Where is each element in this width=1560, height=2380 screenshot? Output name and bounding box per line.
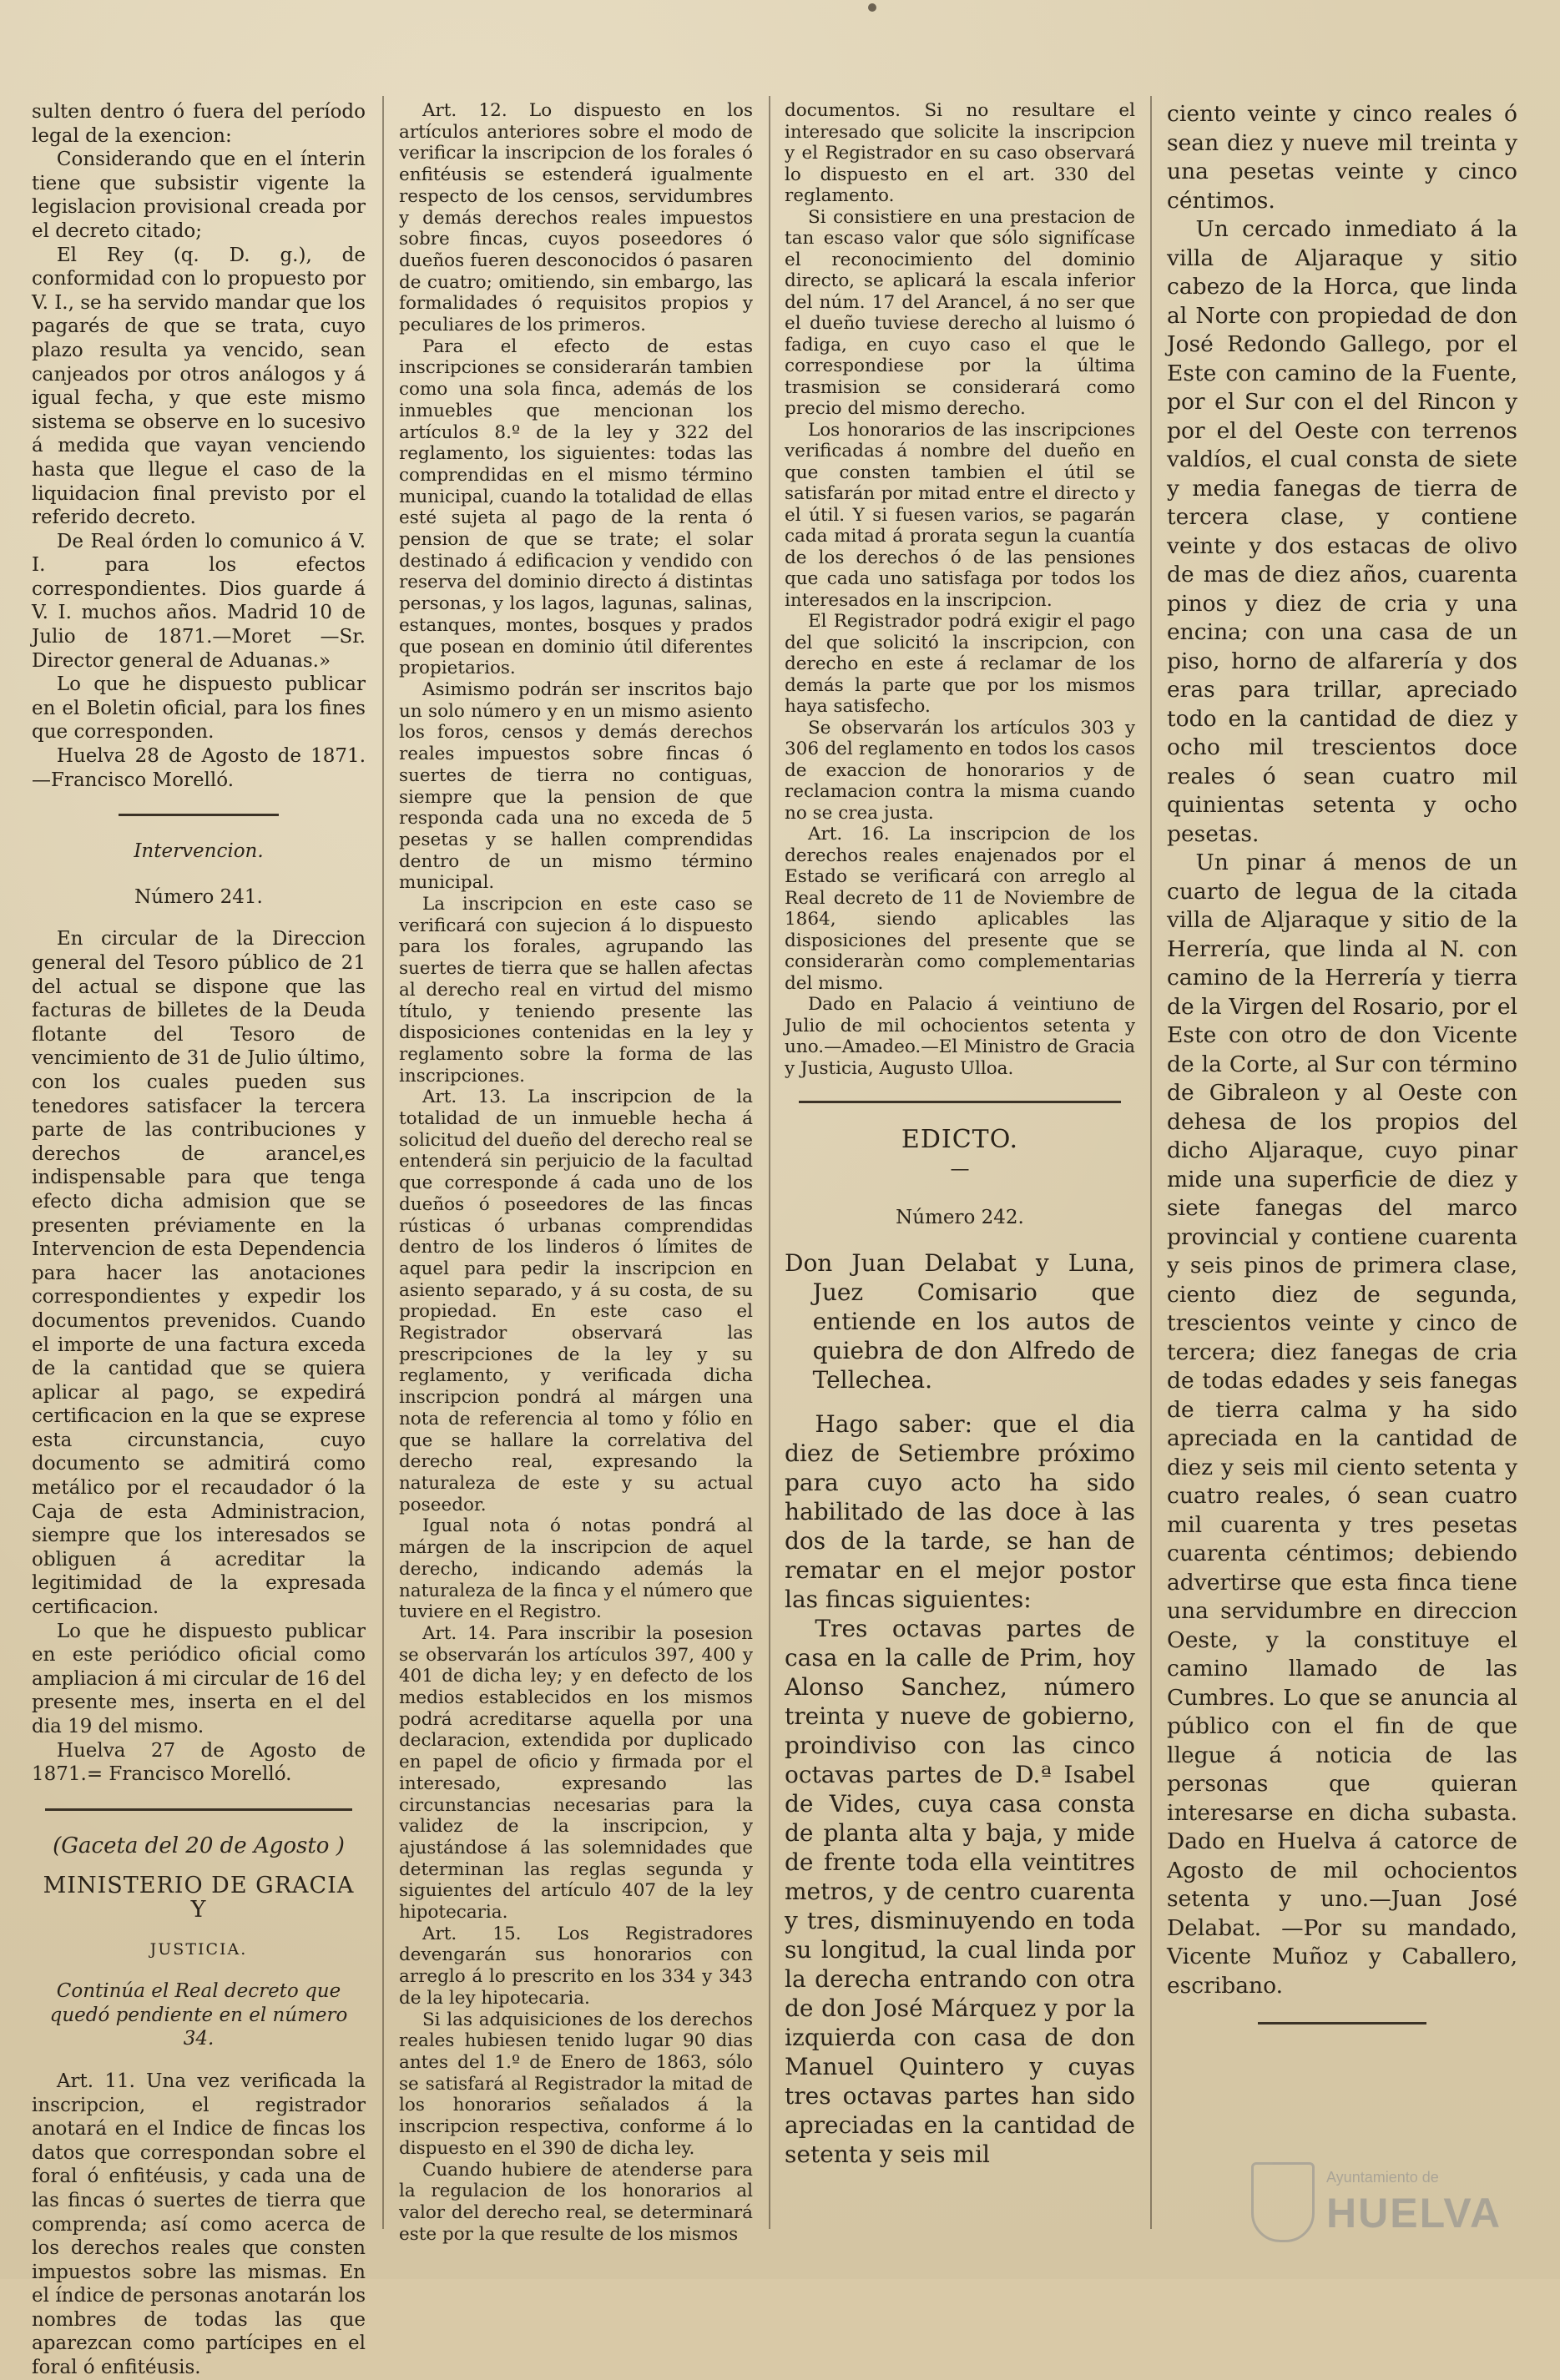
paragraph: Un pinar á menos de un cuarto de legua de la citada villa de Aljaraque y sitio de la Herrería, que linda al N. con camino de la Herrería y tierra de la Virgen del Rosario, por el Este con otro de don Vicente de la Corte, al Sur con término de Gibraleon y al Oeste con dehesa de los propios del dicho Aljaraque, cuyo pinar mide una superficie de diez y siete fanegas del marco provincial y contiene cuarenta y seis pinos de primera clase, ciento diez de segunda, trescientos veinte y cinco de tercera; diez fanegas de cria de todas edades y seis fanegas de tierra calma y ha sido apreciada en la cantidad de diez y seis mil ciento setenta y cuatro reales, ó sean cuatro mil cuarenta y tres pesetas cuarenta céntimos; debiendo advertirse que esta finca tiene una servidumbre en direccion Oeste, y la constituye el camino llamado de las Cumbres. Lo que se anuncia al público con el fin de que llegue á noticia de las personas que quieran interesarse en dicha subasta. Dado en Huelva á catorce de Agosto de mil ochocientos setenta y uno.—Juan José Delabat. —Por su mandado, Vicente Muñoz y Caballero, escribano. [1167,850,1517,1999]
paragraph: Un cercado inmediato á la villa de Aljaraque y sitio cabezo de la Horca, que linda al Norte con propiedad de don José Redondo Gallego, por el Este con camino de la Fuente, por el Sur con el del Rincon y por el del Oeste con terrenos valdíos, el cual consta de siete y media fanegas de tierra de tercera clase, y contiene veinte y dos estacas de olivo de mas de diez años, cuarenta pinos y diez de cria y una encina; con una casa de un piso, horno de alfarería y dos eras para trillar, apreciado todo en la cantidad de diez y ocho mil trescientos doce reales ó sean cuatro mil quinientas setenta y ocho pesetas. [1167,216,1517,847]
paragraph: Considerando que en el ínterin tiene que subsistir vigente la legislacion provisional creada por el decreto citado; [32,149,366,242]
paragraph: El Rey (q. D. g.), de conformidad con lo propuesto por V. I., se ha servido mandar que los pagarés de que se trata, cuyo plazo resulta ya vencido, sean canjeados por otros análogos y á igual fecha, y que este mismo sistema se observe en lo sucesivo á medida que vayan venciendo hasta que llegue el caso de la liquidacion final previsto por el referido decreto. [32,244,366,529]
column-divider [769,96,770,2229]
ink-dot [868,3,876,12]
column-1 [32,100,366,2379]
paragraph: Si consistiere en una prestacion de tan escaso valor que sólo signifícase el reconocimiento del dominio directo, se aplicará la escala inferior del núm. 17 del Arancel, á no ser que el dueño tuviese derecho al luismo ó fadiga, en cuyo caso el que le correspondiese por la última trasmision se considerará como precio del mismo derecho. [785,206,1135,419]
paragraph: Tres octavas partes de casa en la calle de Prim, hoy Alonso Sanchez, número treinta y nueve de gobierno, proindiviso con las cinco octavas partes de D.ª Isabel de Vides, cuya casa consta de planta alta y baja, y mide de frente toda ella veintitres metros, y de centro cuarenta y tres, disminuyendo en toda su longitud, la cual linda por la derecha entrando con otra de don José Márquez y por la izquierda con casa de don Manuel Quintero y cuyas tres octavas partes han sido apreciadas en la cantidad de setenta y seis mil [785,1614,1135,2168]
paragraph: En circular de la Direccion general del Tesoro público de 21 del actual se dispone que las facturas de billetes de la Deuda flotante del Tesoro de vencimiento de 31 de Julio último, con los cuales pueden sus tenedores satisfacer la tercera parte de las contribuciones y derechos de arancel,es indispensable para que tenga efecto dicha admision que se presenten préviamente en la Intervencion de esta Dependencia para hacer las anotaciones correspondientes y expedir los documentos prevenidos. Cuando el importe de una factura exceda de la cantidad que se quiera aplicar al pago, se expedirá certificacion en la que se exprese esta circunstancia, cuyo documento se admitirá como metálico por el recaudador ó la Caja de esta Administracion, siempre que los interesados se obliguen á acreditar la legitimidad de la expresada certificacion. [32,928,366,1619]
watermark-line-1: Ayuntamiento de [1326,2169,1439,2186]
gazette-header: (Gaceta del 20 de Agosto ) [53,1833,345,1858]
notice-number: Número 242. [896,1207,1024,1229]
judge-header: Don Juan Delabat y Luna, Juez Comisario que entiende en los autos de quiebra de don Alfredo de Tellechea. [785,1248,1135,1394]
column-2 [399,100,753,2245]
column-divider [382,96,384,2229]
ministry-title: MINISTERIO DE GRACIA Y [43,1873,355,1923]
paragraph: Se observarán los artículos 303 y 306 del reglamento en todos los casos de exaccion de honorarios y de reclamacion contra la misma cuando no se crea justa. [785,717,1135,824]
column-divider [1150,96,1152,2229]
paragraph: Art. 13. La inscripcion de la totalidad de un inmueble hecha á solicitud del dueño del derecho real se entenderá sin perjuicio de la facultad que corresponde á cada uno de los dueños ó poseedores de las fincas rústicas ó urbanas comprendidas dentro de los linderos ó límites de aquel para pedir la inscripcion en asiento separado, y á su costa, de su propiedad. En este caso el Registrador observará las prescripciones de la ley y su reglamento, y verificada dicha inscripcion pondrá al márgen una nota de referencia al tomo y fólio en que se hallare la correlativa del derecho real, expresando la naturaleza de este y su actual poseedor. [399,1087,753,1515]
section-rule [45,1808,352,1811]
paragraph: Hago saber: que el dia diez de Setiembre próximo para cuyo acto ha sido habilitado de las doce à las dos de la tarde, se han de rematar en el mejor postor las fincas siguientes: [785,1409,1135,1613]
section-title: Intervencion. [134,840,264,863]
paragraph: El Registrador podrá exigir el pago del que solicitó la inscripcion, con derecho en este á reclamar de los demás la parte que por los mismos haya satisfecho. [785,611,1135,717]
notice-number: Número 241. [134,885,263,908]
column-4 [1167,100,1517,2229]
paragraph: Si las adquisiciones de los derechos reales hubiesen tenido lugar 90 dias antes del 1.º de Enero de 1863, sólo se satisfará al Registrador la mitad de los honorarios señalados á la inscripcion respectiva, conforme á lo dispuesto en el 390 de dicha ley. [399,2009,753,2159]
signature: Huelva 28 de Agosto de 1871. —Francisco Morelló. [32,745,366,791]
section-rule [1258,2022,1426,2025]
paragraph: Art. 16. La inscripcion de los derechos reales enajenados por el Estado se verificará con arreglo al Real decreto de 11 de Noviembre de 1864, siendo aplicables las disposiciones del presente que se consideraràn como complementarias del mismo. [785,824,1135,994]
paragraph: documentos. Si no resultare el interesado que solicite la inscripcion y el Registrador en su caso observará lo dispuesto en el art. 330 del reglamento. [785,100,1135,206]
column-3 [785,100,1135,2229]
paragraph: La inscripcion en este caso se verificará con sujecion á lo dispuesto para los forales, agrupando las suertes de tierra que se hallen afectas al derecho real en virtud del mismo título, y teniendo presente las disposiciones contenidas en la ley y reglamento sobre la forma de las inscripciones. [399,894,753,1087]
coat-of-arms-icon [1251,2162,1315,2242]
paragraph: Lo que he dispuesto publicar en el Boletin oficial, para los fines que corresponden. [32,673,366,744]
paragraph: Los honorarios de las inscripciones verificadas á nombre del dueño en que consten tambien el útil se satisfarán por mitad entre el directo y el útil. Y si fuesen varios, se pagarán cada mitad á prorata segun la cuantía de los derechos ó de las pensiones que cada uno satisfaga por todos los interesados en la inscripcion. [785,419,1135,611]
paragraph: Lo que he dispuesto publicar en este periódico oficial como ampliacion á mi circular de 16 del presente mes, inserta en el del dia 19 del mismo. [32,1620,366,1737]
paragraph: Art. 11. Una vez verificada la inscripcion, el registrador anotará en el Indice de fincas los datos que correspondan sobre el foral ó enfitéusis, y cada una de las fincas ó suertes de tierra que comprenda; así como acerca de los derechos reales que consten impuestos sobre las mismas. En el índice de personas anotarán los nombres de todas las que aparezcan como partícipes en el foral ó enfitéusis. [32,2070,366,2379]
paragraph: Art. 15. Los Registradores devengarán sus honorarios con arreglo á lo prescrito en los 334 y 343 de la ley hipotecaria. [399,1923,753,2009]
edict-title: EDICTO. [901,1125,1019,1154]
ministry-subtitle: JUSTICIA. [149,1939,248,1959]
paragraph: Igual nota ó notas pondrá al márgen de la inscripcion de aquel derecho, indicando además la naturaleza de la finca y el número que tuviere en el Registro. [399,1515,753,1623]
signature: Huelva 27 de Agosto de 1871.= Francisco Morelló. [32,1739,366,1786]
paragraph: Dado en Palacio á veintiuno de Julio de mil ochocientos setenta y uno.—Amadeo.—El Ministro de Gracia y Justicia, Augusto Ulloa. [785,994,1135,1079]
continuation-note: Continúa el Real decreto que quedó pendiente en el número 34. [49,1980,348,2050]
paragraph: Asimismo podrán ser inscritos bajo un solo número y en un mismo asiento los foros, censos y demás derechos reales impuestos sobre fincas ó suertes de tierra no contiguas, siempre que la pension de que responda cada una no exceda de 5 pesetas y se hallen comprendidas dentro de un mismo término municipal. [399,678,753,894]
paragraph: Para el efecto de estas inscripciones se considerarán tambien como una sola finca, además de los inmuebles que mencionan los artículos 8.º de la ley y 322 del reglamento, los siguientes: todas las comprendidas en el mismo término municipal, cuando la totalidad de ellas esté sujeta al pago de la renta ó pension de que se trate; el solar destinado á edificacion y vendido con reserva del dominio directo á distintas personas, y los lagos, lagunas, salinas, estanques, montes, bosques y prados que posean en dominio útil diferentes propietarios. [399,335,753,679]
paragraph: Cuando hubiere de atenderse para la regulacion de los honorarios al valor del derecho real, se determinará este por la que resulte de los mismos [399,2159,753,2245]
paragraph: sulten dentro ó fuera del período legal de la exencion: [32,101,366,147]
section-rule [799,1101,1121,1103]
paragraph: De Real órden lo comunico á V. I. para los efectos correspondientes. Dios guarde á V. I. muchos años. Madrid 10 de Julio de 1871.—Moret —Sr. Director general de Aduanas.» [32,530,366,672]
title-dash: — [950,1157,970,1180]
paragraph: Art. 12. Lo dispuesto en los artículos anteriores sobre el modo de verificar la inscripcion de los forales ó enfitéusis se estenderá igualmente respecto de los censos, servidumbres y demás derechos reales impuestos sobre fincas, cuyos poseedores ó dueños fueren desconocidos ó pasaren de cuatro; omitiendo, sin embargo, las formalidades ó requisitos propios y peculiares de los primeros. [399,100,753,336]
paragraph: Art. 14. Para inscribir la posesion se observarán los artículos 397, 400 y 401 de dicha ley; y en defecto de los medios establecidos en los mismos podrá acreditarse aquella por una declaracion, extendida por duplicado en papel de oficio y firmada por el interesado, expresando las circunstancias necesarias para la validez de la inscripcion, y ajustándose á las solemnidades que determinan las reglas segunda y siguientes del artículo 407 de la ley hipotecaria. [399,1622,753,1924]
archive-watermark [1251,2154,1502,2254]
section-rule [119,814,279,816]
watermark-line-2: HUELVA [1326,2190,1502,2236]
paragraph: ciento veinte y cinco reales ó sean diez y nueve mil treinta y una pesetas veinte y cinco céntimos. [1167,101,1517,214]
